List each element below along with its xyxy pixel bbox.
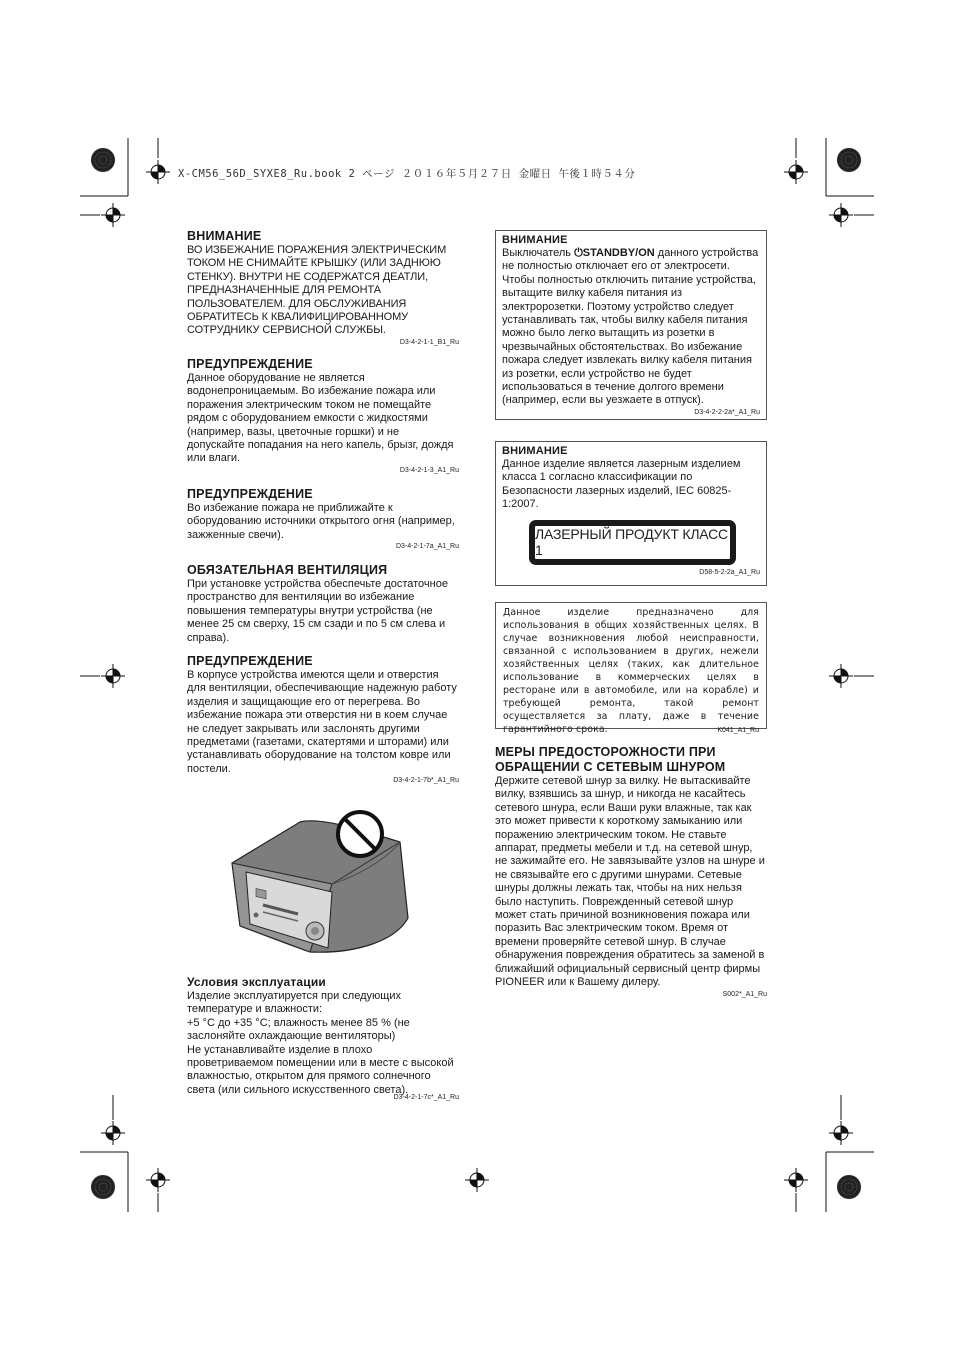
section-water-warning [187,357,459,474]
registration-mark-icon [146,1168,170,1192]
registration-mark-icon [101,203,125,227]
section-title: ПРЕДУПРЕЖДЕНИЕ [187,357,313,371]
household-use-box [495,602,767,735]
box-title: ВНИМАНИЕ [502,234,568,246]
doc-code: S002*_A1_Ru [722,990,767,998]
standby-on-label: STANDBY/ON [582,247,655,259]
doc-code: D3-4-2-1-7b*_A1_Ru [393,777,459,785]
registration-mark-icon [829,203,853,227]
section-body: Изделие эксплуатируется при следующих температуре и влажности: +5 °C до +35 °C; влажность менее 85 % (не заслоняйте охлаждающие вентиляторы) Не устанавливайте изделие в плохо проветриваемом помещении или в месте с высокой влажностью, открытом для прямого солнечного света (или сильного искусственного света). [187,990,454,1096]
book-file-info: X-CM56_56D_SYXE8_Ru.book 2 ページ ２０１６年５月２７日 金曜日 午後１時５４分 [178,168,636,180]
section-body: Во избежание пожара не приближайте к оборудованию источники открытого огня (например, зажженные свечи). [187,502,455,541]
doc-code: D3-4-2-1-3_A1_Ru [399,466,459,474]
box-title: ВНИМАНИЕ [502,445,568,457]
laser-caution-box [495,441,767,586]
section-warning-cover [187,229,459,346]
registration-mark-icon [784,160,808,184]
box-body: Данное изделие предназначено для использования в общих хозяйственных целях. В случае возникновения любой неисправности, связанной с использованием в других, нежели хозяйственных целях (таких, как длительное использование в коммерческих целях в ресторане или в автомобиле, или на корабле) и требующей ремонта, такой ремонт осуществляется за плату, даже в течение гарантийного срока. [503,607,759,735]
section-ventilation [187,563,459,645]
laser-class-label: ЛАЗЕРНЫЙ ПРОДУКТ КЛАСС 1 [529,520,736,565]
doc-code: D58-5-2-2a_A1_Ru [699,568,760,576]
section-title: Условия эксплуатации [187,975,326,989]
standby-caution-box [495,230,767,420]
doc-code: D3-4-2-1-7c*_A1_Ru [393,1094,459,1102]
section-title: ОБЯЗАТЕЛЬНАЯ ВЕНТИЛЯЦИЯ [187,563,388,577]
registration-mark-icon [101,664,125,688]
section-title: МЕРЫ ПРЕДОСТОРОЖНОСТИ ПРИ ОБРАЩЕНИИ С СЕТЕВЫМ ШНУРОМ [495,745,726,774]
box-body: Выключатель ⏻STANDBY/ON данного устройства не полностью отключает его от электросети. Чтобы полностью отключить питание устройства, вытащите вилку кабеля питания из электророзетки. Поэтому устройство следует устанавливать так, чтобы вилку кабеля питания можно было легко вытащить из розетки в чрезвычайных обстоятельствах. Во избежание пожара следует извлекать вилку кабеля питания из розетки, если устройство не будет использоваться в течение долгого времени (например, если вы уезжаете в отпуск). [502,247,759,407]
section-body: Данное оборудование не является водонепроницаемым. Во избежание пожара или поражения электрическим током не помещайте рядом с оборудованием емкости с жидкостями (например, вазы, цветочные горшки) и не допускайте попадания на него капель, брызг, дождя или влаги. [187,372,454,465]
registration-mark-icon [829,1121,853,1145]
power-icon: ⏻ [574,247,583,259]
color-bar-target-icon [837,1175,861,1199]
doc-code: D3-4-2-1-7a_A1_Ru [395,543,459,551]
section-body: При установке устройства обеспечьте достаточное пространство для вентиляции во избежание повышения температуры внутри устройства (не менее 25 см сверху, 15 см сзади и по 5 см слева и справа). [187,578,448,644]
section-title: ПРЕДУПРЕЖДЕНИЕ [187,654,313,668]
doc-code: D3-4-2-2-2a*_A1_Ru [694,408,760,416]
doc-code: K041_A1_Ru [717,727,759,734]
registration-mark-icon [784,1168,808,1192]
registration-mark-icon [146,160,170,184]
doc-code: D3-4-2-1-1_B1_Ru [399,338,459,346]
section-title: ПРЕДУПРЕЖДЕНИЕ [187,487,313,501]
section-fire-warning [187,487,459,550]
registration-mark-icon [465,1168,489,1192]
registration-mark-icon [829,664,853,688]
section-vent-openings [187,654,459,784]
box-body: Данное изделие является лазерным изделием класса 1 согласно классификации по Безопасности лазерных изделий, IEC 60825-1:2007. [502,458,741,511]
section-power-cord [495,745,767,998]
registration-mark-icon [101,1121,125,1145]
section-operating-conditions [187,975,459,1101]
covered-device-illustration [228,806,413,966]
section-body: В корпусе устройства имеются щели и отверстия для вентиляции, обеспечивающие надежную работу изделия и защищающие его от перегрева. Во избежание пожара эти отверстия ни в коем случае не следует закрывать или заслонять другими предметами (газетами, скатертями и шторами) или устанавливать оборудование на толстом ковре или постели. [187,669,457,775]
color-bar-target-icon [91,1175,115,1199]
section-title: ВНИМАНИЕ [187,229,262,243]
section-body: ВО ИЗБЕЖАНИЕ ПОРАЖЕНИЯ ЭЛЕКТРИЧЕСКИМ ТОКОМ НЕ СНИМАЙТЕ КРЫШКУ (ИЛИ ЗАДНЮЮ СТЕНКУ). ВНУТРИ НЕ СОДЕРЖАТСЯ ДЕАТЛИ, ПРЕДНАЗНАЧЕННЫЕ ДЛЯ РЕМОНТА ПОЛЬЗОВАТЕЛЕМ. ДЛЯ ОБСЛУЖИВАНИЯ ОБРАТИТЕСЬ К КВАЛИФИЦИРОВАННОМУ СОТРУДНИКУ СЕРВИСНОЙ СЛУЖБЫ. [187,244,447,337]
section-body: Держите сетевой шнур за вилку. Не вытаскивайте вилку, взявшись за шнур, и никогда не касайтесь сетевого шнура, если Ваши руки влажные, так как это может привести к короткому замыканию или поражению электрическим током. Не ставьте аппарат, предметы мебели и т.д. на сетевой шнур, не зажимайте его. Не завязывайте узлов на шнуре и не связывайте его с другими шнурами. Сетевые шнуры должны лежать так, чтобы на них нельзя было наступить. Поврежденный сетевой шнур может стать причиной возникновения пожара или поразить Вас электрическим током. Время от времени проверяйте сетевой шнур. В случае обнаружения повреждения обратитесь за заменой в ближайший официальный сервисный центр фирмы PIONEER или к Вашему дилеру. [495,775,765,989]
color-bar-target-icon [837,148,861,172]
prohibited-icon [338,812,382,856]
color-bar-target-icon [91,148,115,172]
